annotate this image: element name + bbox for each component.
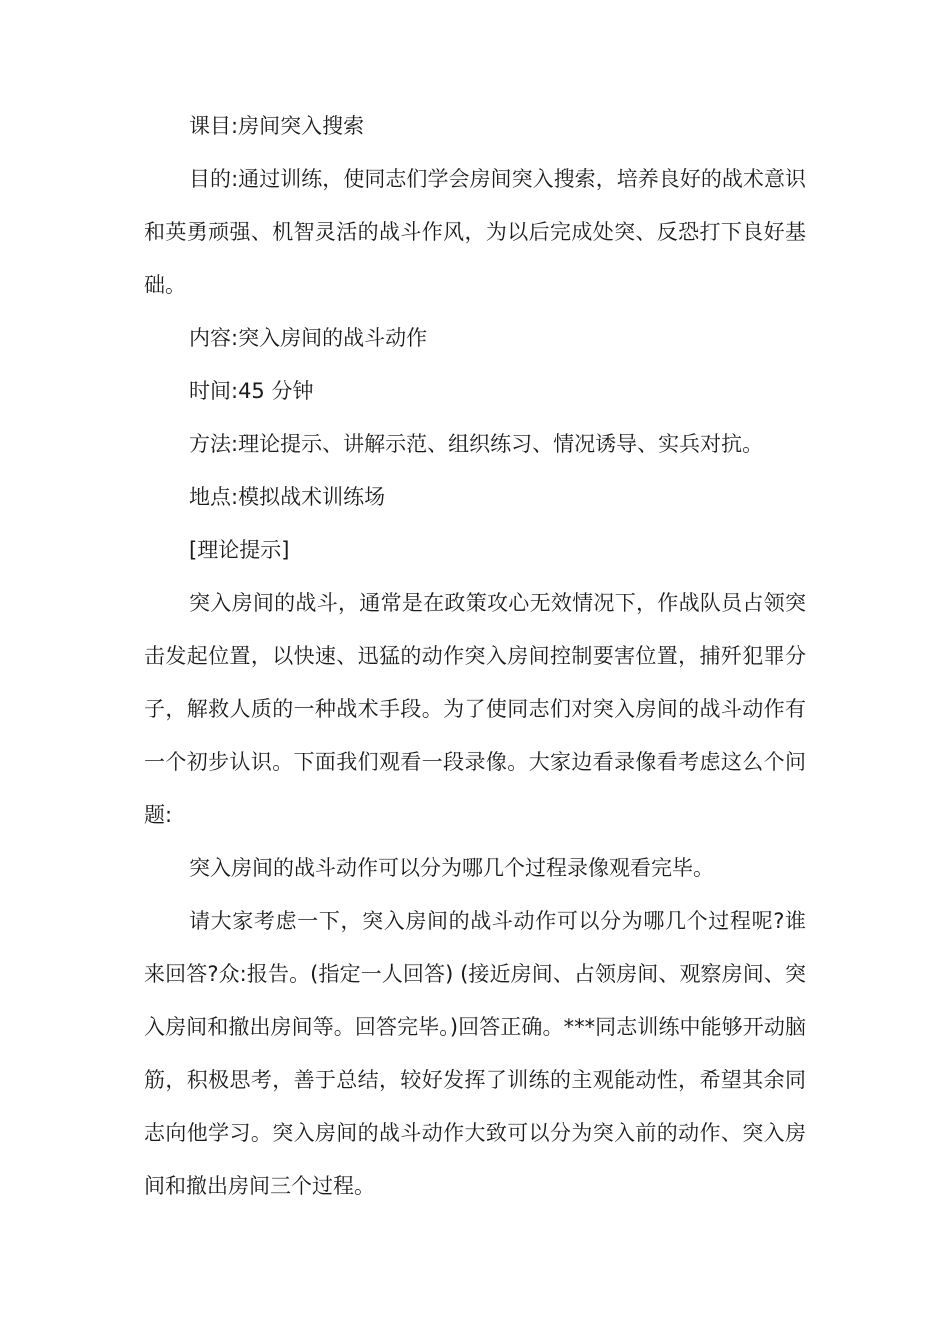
- section-heading-theory: [理论提示]: [189, 538, 290, 562]
- paragraph-time: 时间:45 分钟: [189, 379, 314, 403]
- paragraph-discussion: 请大家考虑一下，突入房间的战斗动作可以分为哪几个过程呢?谁来回答?众:报告。(指定一人回答) (接近房间、占领房间、观察房间、突入房间和撤出房间等。回答完毕。)回答正确。***同志训练中能够开动脑筋，积极思考，善于总结，较好发挥了训练的主观能动性，希望其余同志向他学习。突入房间的战斗动作大致可以分为突入前的动作、突入房间和撤出房间三个过程。: [144, 909, 806, 1198]
- paragraph-video-question: 突入房间的战斗动作可以分为哪几个过程录像观看完毕。: [189, 856, 714, 880]
- paragraph-theory-intro: 突入房间的战斗，通常是在政策攻心无效情况下，作战队员占领突击发起位置，以快速、迅猛的动作突入房间控制要害位置，捕歼犯罪分子，解救人质的一种战术手段。为了使同志们对突入房间的战斗动作有一个初步认识。下面我们观看一段录像。大家边看录像看考虑这么个问题:: [144, 591, 806, 827]
- paragraph-content: 内容:突入房间的战斗动作: [189, 326, 428, 350]
- paragraph-location: 地点:模拟战术训练场: [189, 485, 386, 509]
- paragraph-subject: 课目:房间突入搜索: [189, 114, 365, 138]
- paragraph-method: 方法:理论提示、讲解示范、组织练习、情况诱导、实兵对抗。: [189, 432, 764, 456]
- document-body: [144, 100, 806, 1213]
- paragraph-purpose: 目的:通过训练，使同志们学会房间突入搜索，培养良好的战术意识和英勇顽强、机智灵活的战斗作风，为以后完成处突、反恐打下良好基础。: [144, 167, 806, 297]
